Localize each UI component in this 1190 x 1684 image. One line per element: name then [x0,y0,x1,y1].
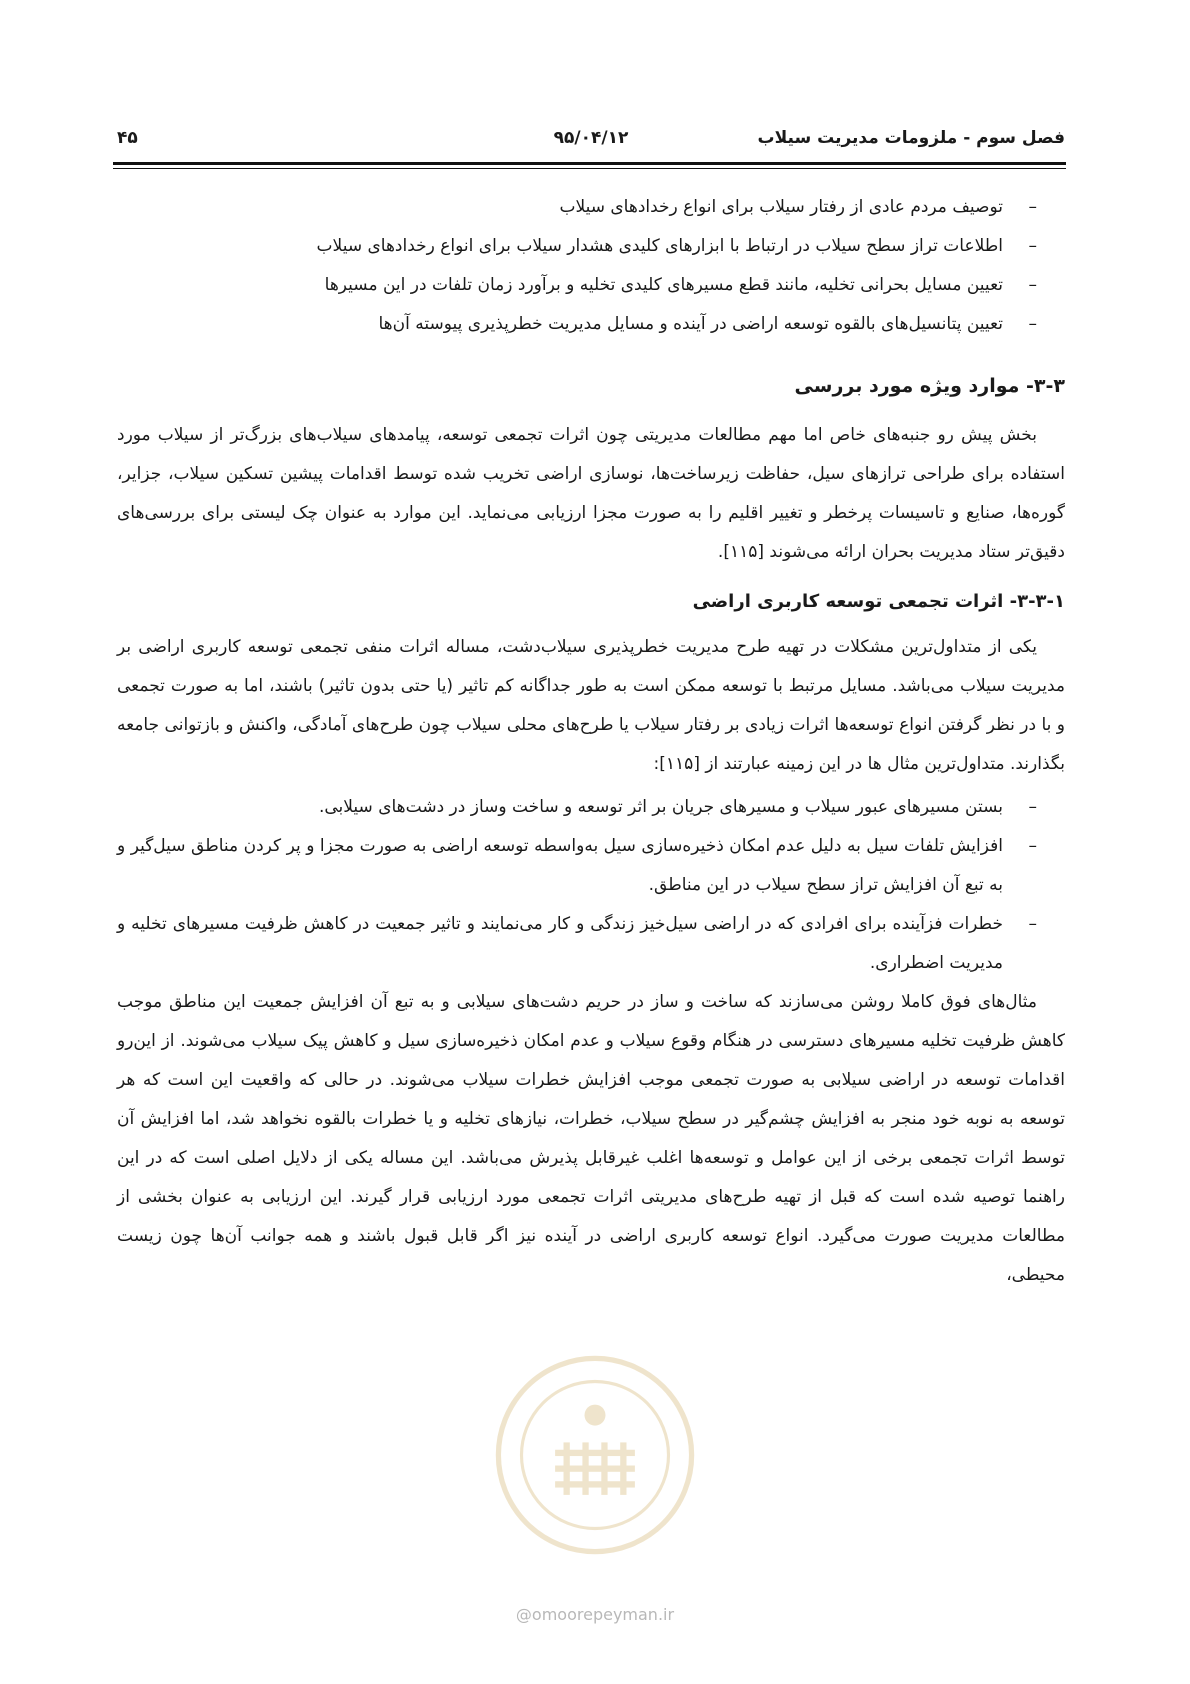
header-date: ۹۵/۰۴/۱۲ [553,128,629,148]
list-item [117,227,1037,266]
dash-bullet-icon: – [1028,797,1037,817]
section-heading: ۳-۳- موارد ویژه مورد بررسی [794,375,1065,397]
dash-bullet-icon: – [1028,914,1037,934]
running-header [117,128,1065,156]
list-item-text: اطلاعات تراز سطح سیلاب در ارتباط با ابزارهای کلیدی هشدار سیلاب برای انواع رخدادهای سیلاب [316,236,1003,256]
header-rule-thin [113,168,1066,169]
dash-bullet-icon: – [1028,836,1037,856]
subsection-paragraph-1: یکی از متداول‌ترین مشکلات در تهیه طرح مدیریت خطرپذیری سیلاب‌دشت، مساله اثرات منفی تجمعی توسعه کاربری اراضی بر مدیریت سیلاب می‌باشد. مسایل مرتبط با توسعه ممکن است به طور جداگانه کم تاثیر (یا حتی بدون تاثیر) باشند، اما به صورت تجمعی و با در نظر گرفتن انواع توسعه‌ها اثرات زیادی بر رفتار سیلاب یا طرح‌های محلی سیلاب چون طرح‌های آمادگی، واکنش و بازتوانی جامعه بگذارند. متداول‌ترین مثال ها در این زمینه عبارتند از [۱۱۵]: [117,637,1065,774]
list-item-text: تعیین پتانسیل‌های بالقوه توسعه اراضی در آینده و مسایل مدیریت خطرپذیری پیوسته آن‌ها [378,314,1003,334]
watermark-seal-icon [490,1350,700,1560]
dash-bullet-icon: – [1028,275,1037,295]
intro-bullet-list [117,188,1065,344]
list-item-text: بستن مسیرهای عبور سیلاب و مسیرهای جریان بر اثر توسعه و ساخت وساز در دشت‌های سیلابی. [318,797,1003,817]
examples-bullet-list [117,788,1065,983]
header-rule-thick [113,162,1066,165]
list-item-text: تعیین مسایل بحرانی تخلیه، مانند قطع مسیرهای کلیدی تخلیه و برآورد زمان تلفات در این مسیرها [324,275,1003,295]
dash-bullet-icon: – [1028,314,1037,334]
list-item-text: خطرات فزآینده برای افرادی که در اراضی سیل‌خیز زندگی و کار می‌نمایند و تاثیر جمعیت در کاهش ظرفیت مسیرهای تخلیه و مدیریت اضطراری. [117,914,1003,973]
section-paragraph: بخش پیش رو جنبه‌های خاص اما مهم مطالعات مدیریتی چون اثرات تجمعی توسعه، پیامدهای سیلاب‌های بزرگ‌تر از سیلاب مورد استفاده برای طراحی ترازهای سیل، حفاظت زیرساخت‌ها، نوسازی اراضی تخریب شده توسط اقدامات پیشین تسکین سیلاب، جزایر، گوره‌ها، صنایع و تاسیسات پرخطر و تغییر اقلیم را به صورت مجزا ارزیابی می‌نماید. این موارد به عنوان چک لیستی برای بررسی‌های دقیق‌تر ستاد مدیریت بحران ارائه می‌شوند [۱۱۵]. [117,425,1065,562]
list-item [117,188,1037,227]
dash-bullet-icon: – [1028,236,1037,256]
dash-bullet-icon: – [1028,197,1037,217]
watermark-site: @omoorepeyman.ir [515,1605,675,1624]
chapter-title: فصل سوم - ملزومات مدیریت سیلاب [757,128,1065,148]
subsection-heading: ۳-۳-۱- اثرات تجمعی توسعه کاربری اراضی [692,591,1065,612]
list-item [117,788,1037,827]
page-content [117,188,1065,1299]
list-item [117,827,1037,905]
list-item [117,266,1037,305]
list-item [117,305,1037,344]
page-number: ۴۵ [117,128,138,148]
list-item-text: افزایش تلفات سیل به دلیل عدم امکان ذخیره‌سازی سیل به‌واسطه توسعه اراضی به صورت مجزا و پر کردن مناطق سیل‌گیر و به تبع آن افزایش تراز سطح سیلاب در این مناطق. [117,836,1003,895]
subsection-paragraph-2: مثال‌های فوق کاملا روشن می‌سازند که ساخت و ساز در حریم دشت‌های سیلابی و به تبع آن افزایش جمعیت این مناطق موجب کاهش ظرفیت تخلیه مسیرهای دسترسی در هنگام وقوع سیلاب و عدم امکان ذخیره‌سازی سیل و کاهش پیک سیلاب می‌شوند. از این‌رو اقدامات توسعه در اراضی سیلابی به صورت تجمعی موجب افزایش خطرات سیلاب می‌شوند. در حالی که واقعیت این است که هر توسعه به نوبه خود منجر به افزایش چشم‌گیر در سطح سیلاب، خطرات، نیازهای تخلیه و یا خطرات بالقوه نخواهد شد، اما افزایش آن توسط اثرات تجمعی برخی از این عوامل و توسعه‌ها اغلب غیرقابل پذیرش می‌باشد. این مساله یکی از دلایل اصلی است که در این راهنما توصیه شده است که قبل از تهیه طرح‌های مدیریتی اثرات تجمعی مورد ارزیابی قرار گیرند. این ارزیابی به عنوان بخشی از مطالعات مدیریت صورت می‌گیرد. انواع توسعه کاربری اراضی در آینده نیز اگر قابل قبول باشند و همه جوانب آن‌ها چون زیست محیطی، [117,992,1065,1285]
list-item-text: توصیف مردم عادی از رفتار سیلاب برای انواع رخدادهای سیلاب [559,197,1003,217]
list-item [117,905,1037,983]
